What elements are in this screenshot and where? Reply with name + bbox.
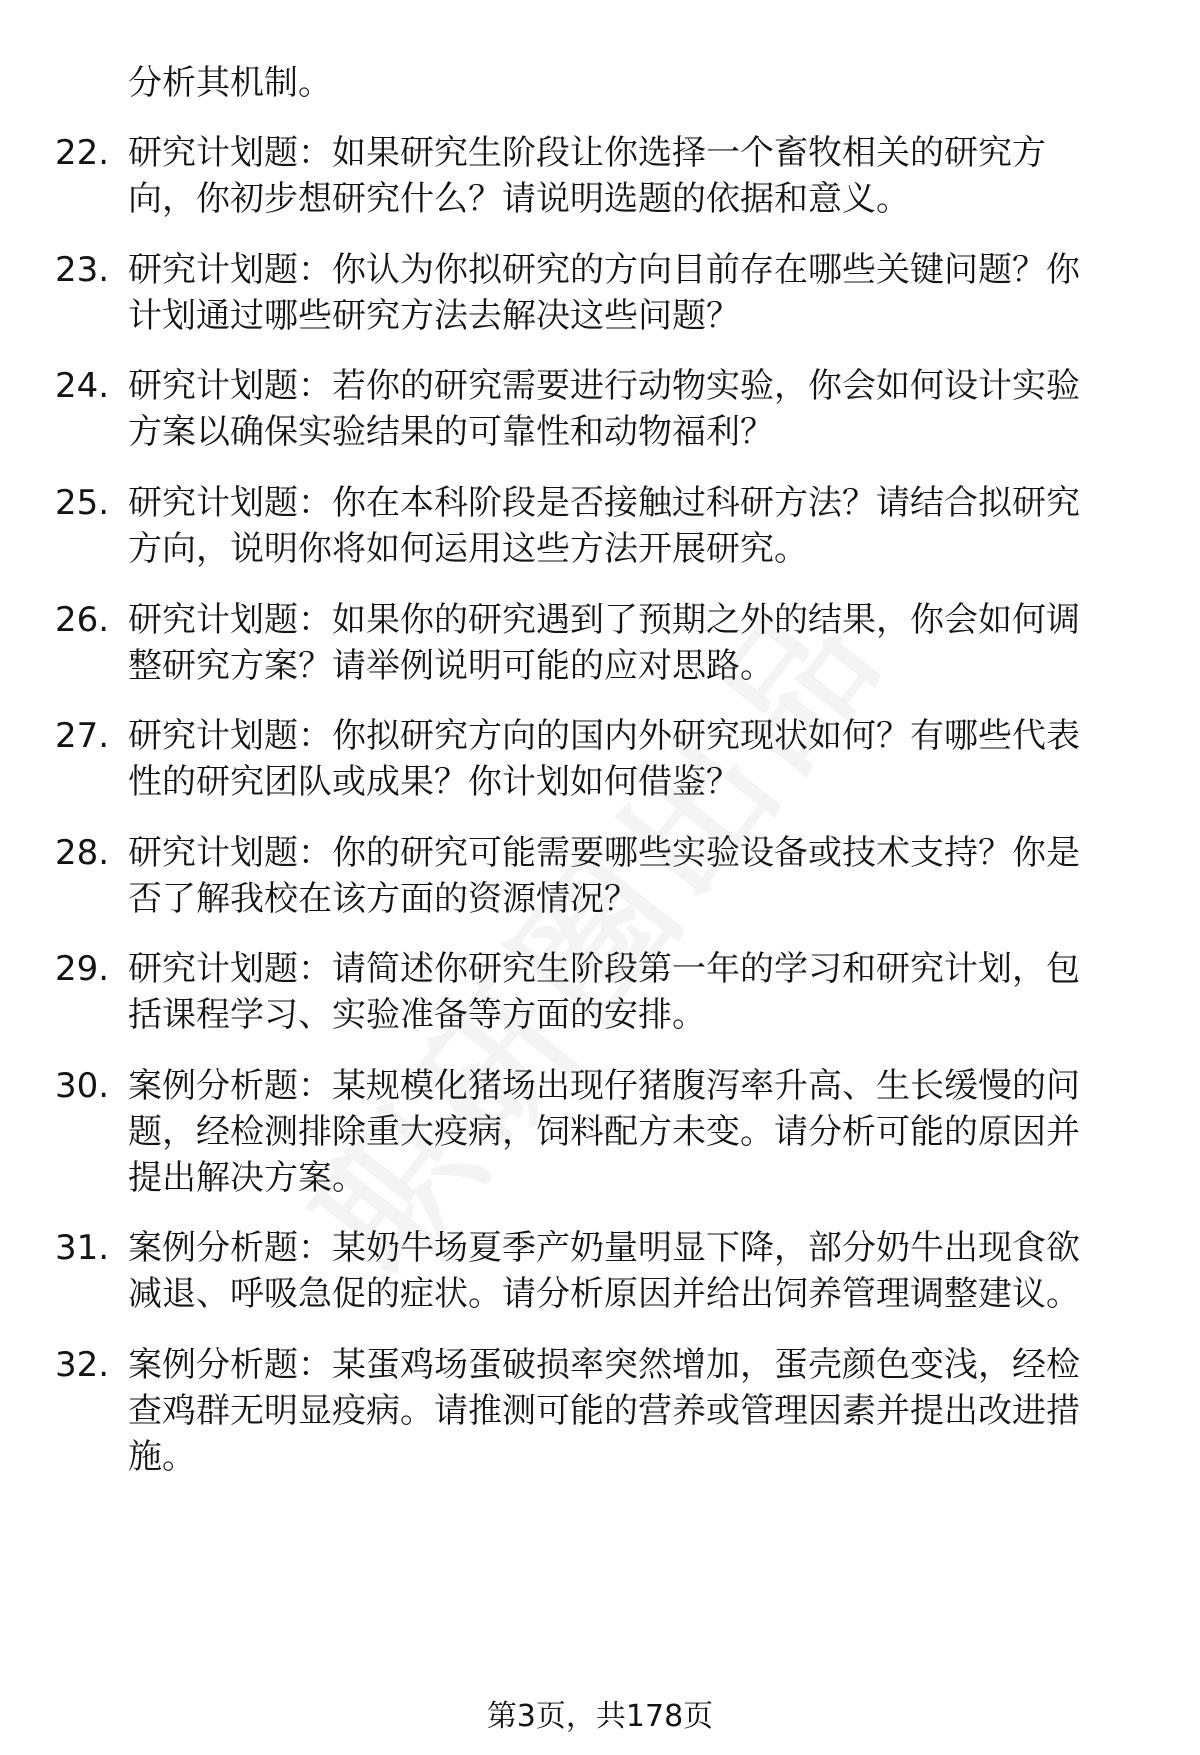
question-item [55,597,1145,689]
question-item [55,480,1145,572]
question-text: 研究计划题：你的研究可能需要哪些实验设备或技术支持？你是 否了解我校在该方面的资源情况？ [128,833,1080,919]
question-text: 研究计划题：你拟研究方向的国内外研究现状如何？有哪些代表 性的研究团队或成果？你计划如何借鉴？ [128,716,1080,802]
question-number: 28. [55,833,110,873]
continuation-text: 分析其机制。 [128,63,332,103]
question-text: 研究计划题：若你的研究需要进行动物实验，你会如何设计实验 方案以确保实验结果的可靠性和动物福利？ [128,366,1080,452]
question-text: 研究计划题：如果你的研究遇到了预期之外的结果，你会如何调 整研究方案？请举例说明可能的应对思路。 [128,600,1080,686]
question-text: 研究计划题：你在本科阶段是否接触过科研方法？请结合拟研究 方向，说明你将如何运用这些方法开展研究。 [128,483,1080,569]
question-number: 23. [55,250,110,290]
question-number: 22. [55,133,110,173]
question-number: 30. [55,1066,110,1106]
question-text: 研究计划题：你认为你拟研究的方向目前存在哪些关键问题？你 计划通过哪些研究方法去解决这些问题？ [128,250,1080,336]
question-number: 27. [55,716,110,756]
question-text: 研究计划题：请简述你研究生阶段第一年的学习和研究计划，包 括课程学习、实验准备等方面的安排。 [128,949,1080,1035]
question-number: 32. [55,1345,110,1385]
question-item [55,1225,1145,1317]
question-item [55,830,1145,922]
question-number: 26. [55,600,110,640]
question-item [55,363,1145,455]
question-item [55,1342,1145,1480]
question-item [55,946,1145,1038]
question-number: 24. [55,366,110,406]
question-text: 案例分析题：某规模化猪场出现仔猪腹泻率升高、生长缓慢的问 题，经检测排除重大疫病，饲料配方未变。请分析可能的原因并 提出解决方案。 [128,1066,1080,1198]
question-number: 25. [55,483,110,523]
question-number: 29. [55,949,110,989]
question-text: 研究计划题：如果研究生阶段让你选择一个畜牧相关的研究方 向，你初步想研究什么？请说明选题的依据和意义。 [128,133,1046,219]
question-item [55,713,1145,805]
question-item [55,130,1145,222]
question-text: 案例分析题：某奶牛场夏季产奶量明显下降，部分奶牛出现食欲 减退、呼吸急促的症状。请分析原因并给出饲养管理调整建议。 [128,1228,1080,1314]
page-footer: 第3页，共178页 [486,1699,714,1734]
question-number: 31. [55,1228,110,1268]
question-item [55,247,1145,339]
question-item [55,1063,1145,1201]
question-text: 案例分析题：某蛋鸡场蛋破损率突然增加，蛋壳颜色变浅，经检 查鸡群无明显疫病。请推测可能的营养或管理因素并提出改进措 施。 [128,1345,1080,1477]
